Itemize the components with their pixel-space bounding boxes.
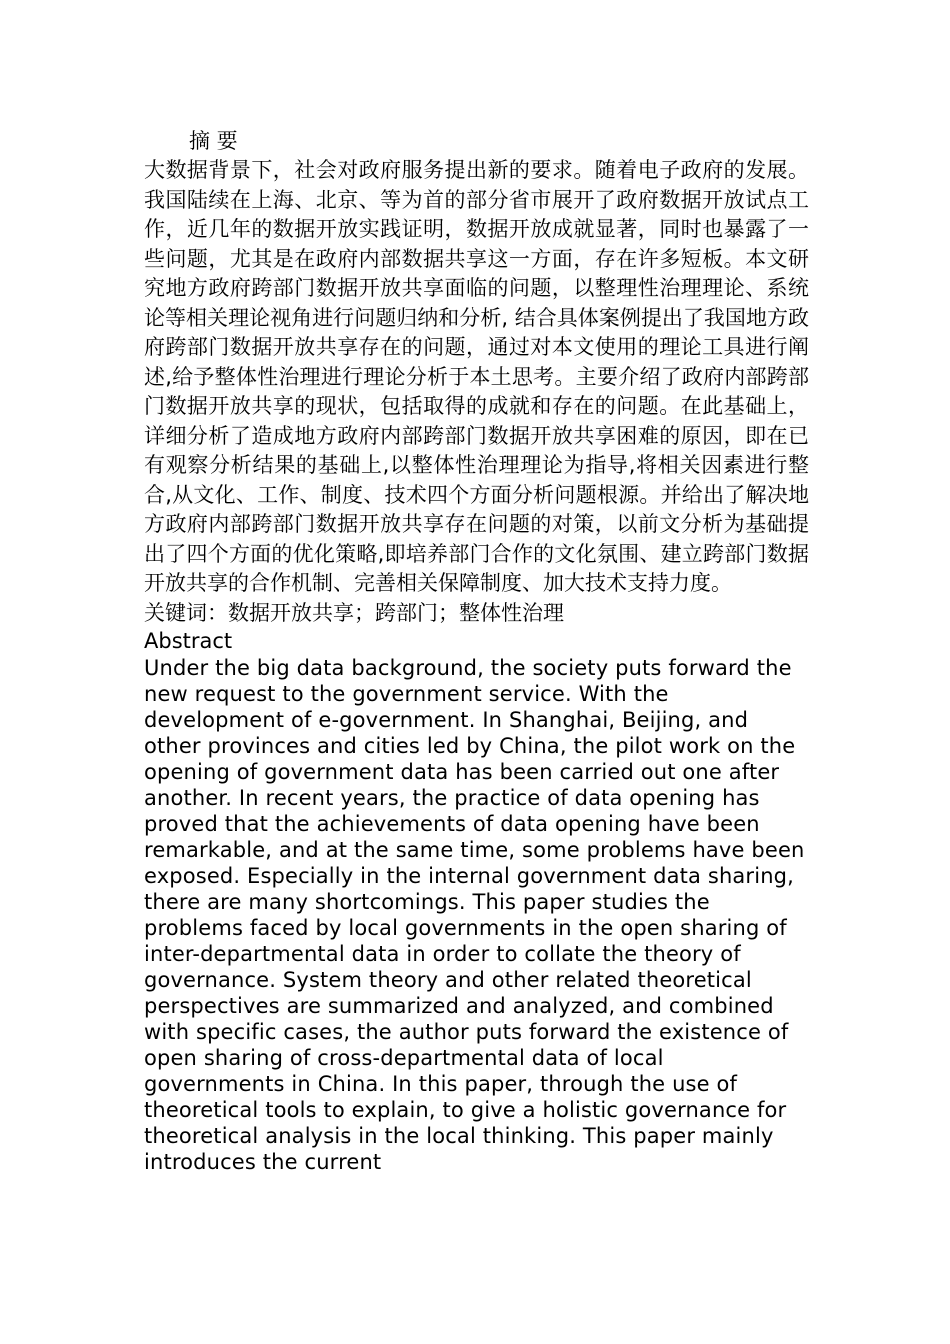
abstract-en-title: Abstract bbox=[144, 628, 233, 653]
abstract-en-body: Under the big data background, the society puts forward the new request to the government service. With the development of e-government. In Shanghai, Beijing, and other provinces and cities led by China, the pilot work on the opening of government data has been carried out one after another. In recent years, the practice of data opening has proved that the achievements of data opening have been remarkable, and at the same time, some problems have been exposed. Especially in the internal government data sharing, there are many shortcomings. This paper studies the problems faced by local governments in the open sharing of inter-departmental data in order to collate the theory of governance. System theory and other related theoretical perspectives are summarized and analyzed, and combined with specific cases, the author puts forward the existence of open sharing of cross-departmental data of local governments in China. In this paper, through the use of theoretical tools to explain, to give a holistic governance for theoretical analysis in the local thinking. This paper mainly introduces the current bbox=[144, 655, 805, 1174]
abstract-zh-title: 摘 要 bbox=[189, 129, 238, 153]
abstract-zh-keywords: 关键词：数据开放共享；跨部门；整体性治理 bbox=[144, 600, 564, 625]
abstract-zh-body: 大数据背景下，社会对政府服务提出新的要求。随着电子政府的发展。我国陆续在上海、北京、等为首的部分省市展开了政府数据开放试点工作，近几年的数据开放实践证明，数据开放成就显著，同时也暴露了一些问题，尤其是在政府内部数据共享这一方面，存在许多短板。本文研究地方政府跨部门数据开放共享面临的问题，以整理性治理理论、系统论等相关理论视角进行问题归纳和分析, 结合具体案例提出了我国地方政府跨部门数据开放共享存在的问题，通过对本文使用的理论工具进行阐述,给予整体性治理进行理论分析于本土思考。主要介绍了政府内部跨部门数据开放共享的现状，包括取得的成就和存在的问题。在此基础上，详细分析了造成地方政府内部跨部门数据开放共享困难的原因，即在已有观察分析结果的基础上,以整体性治理理论为指导,将相关因素进行整合,从文化、工作、制度、技术四个方面分析问题根源。并给出了解决地方政府内部跨部门数据开放共享存在问题的对策，以前文分析为基础提出了四个方面的优化策略,即培养部门合作的文化氛围、建立跨部门数据开放共享的合作机制、完善相关保障制度、加大技术支持力度。 bbox=[144, 158, 809, 595]
document-page bbox=[144, 126, 809, 1175]
